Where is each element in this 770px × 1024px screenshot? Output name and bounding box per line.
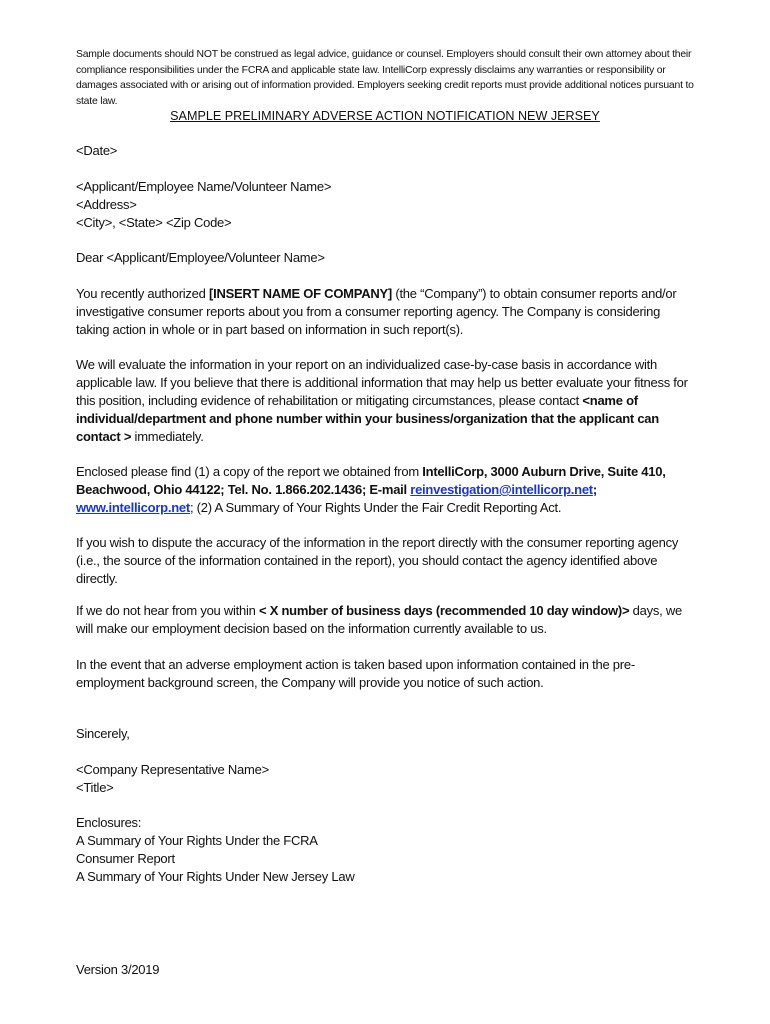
legal-disclaimer: Sample documents should NOT be construed as legal advice, guidance or counsel. Employers should consult their own attorney about their compliance responsibilities under the FCRA and applicable state law. IntelliCorp expressly disclaims any warranties or responsibility or damages associated with or arising out of information provided. Employers seeking credit reports must provide additional notices pursuant to state law. xyxy=(76,49,694,107)
representative-title: <Title> xyxy=(76,780,114,795)
email-link[interactable]: reinvestigation@intellicorp.net xyxy=(410,482,593,497)
days-placeholder: < X number of business days (recommended 10 day window)> xyxy=(258,603,630,618)
salutation: Dear <Applicant/Employee/Volunteer Name> xyxy=(76,250,325,265)
p2-text: We will evaluate the information in your report on an individualized case-by-case basis in accordance with applicable law. If you believe that there is additional information that may help us better evaluate your fitness for this position, including evidence of rehabilitation or mitigating circumstances, please contact xyxy=(76,357,688,408)
p3-text: Enclosed please find (1) a copy of the report we obtained from xyxy=(76,464,423,479)
version-footer: Version 3/2019 xyxy=(76,962,160,977)
agency-info: IntelliCorp, 3000 Auburn Drive, Suite 410, Beachwood, Ohio 44122; Tel. No. 1.866.202.1436; E-mail xyxy=(76,464,666,497)
website-link[interactable]: www.intellicorp.net xyxy=(76,500,190,515)
paragraph-notice: In the event that an adverse employment action is taken based upon information contained in the pre-employment background screen, the Company will provide you notice of such action. xyxy=(76,657,635,690)
recipient-street: <Address> xyxy=(76,197,137,212)
enclosures-list xyxy=(76,814,696,886)
document-title: SAMPLE PRELIMINARY ADVERSE ACTION NOTIFICATION NEW JERSEY xyxy=(170,109,600,123)
paragraph-enclosed xyxy=(76,463,696,517)
p5-text: If we do not hear from you within xyxy=(76,603,259,618)
p5-text-cont: days, we will make our employment decision based on the information currently available to us. xyxy=(76,603,682,636)
recipient-address xyxy=(76,178,696,232)
recipient-name: <Applicant/Employee Name/Volunteer Name> xyxy=(76,179,332,194)
paragraph-response-window xyxy=(76,602,696,638)
p2-text-cont: immediately. xyxy=(131,429,204,444)
enclosure-item: A Summary of Your Rights Under the FCRA xyxy=(76,833,318,848)
paragraph-dispute: If you wish to dispute the accuracy of the information in the report directly with the consumer reporting agency (i.e., the source of the information contained in the report), you should contact the agency identified above directly. xyxy=(76,535,679,586)
email-semicolon: ; xyxy=(592,482,597,497)
enclosure-item: A Summary of Your Rights Under New Jersey Law xyxy=(76,869,355,884)
paragraph-evaluation xyxy=(76,356,696,446)
contact-placeholder: <name of individual/department and phone number within your business/organization that the applicant can contact > xyxy=(76,393,659,444)
p3-text-cont: ; (2) A Summary of Your Rights Under the Fair Credit Reporting Act. xyxy=(189,500,562,515)
representative-name: <Company Representative Name> xyxy=(76,762,269,777)
company-name-placeholder: [INSERT NAME OF COMPANY] xyxy=(209,286,392,301)
p1-text: You recently authorized xyxy=(76,286,210,301)
p1-text-cont: (the “Company”) to obtain consumer reports and/or investigative consumer reports about you from a consumer reporting agency. The Company is considering taking action in whole or in part based on information in such report(s). xyxy=(76,286,677,337)
enclosure-item: Consumer Report xyxy=(76,851,175,866)
date-line: <Date> xyxy=(76,143,118,158)
enclosures-heading: Enclosures: xyxy=(76,815,142,830)
paragraph-authorization xyxy=(76,285,696,339)
signature-block xyxy=(76,761,696,797)
closing: Sincerely, xyxy=(76,726,130,741)
recipient-city-line: <City>, <State> <Zip Code> xyxy=(76,215,232,230)
